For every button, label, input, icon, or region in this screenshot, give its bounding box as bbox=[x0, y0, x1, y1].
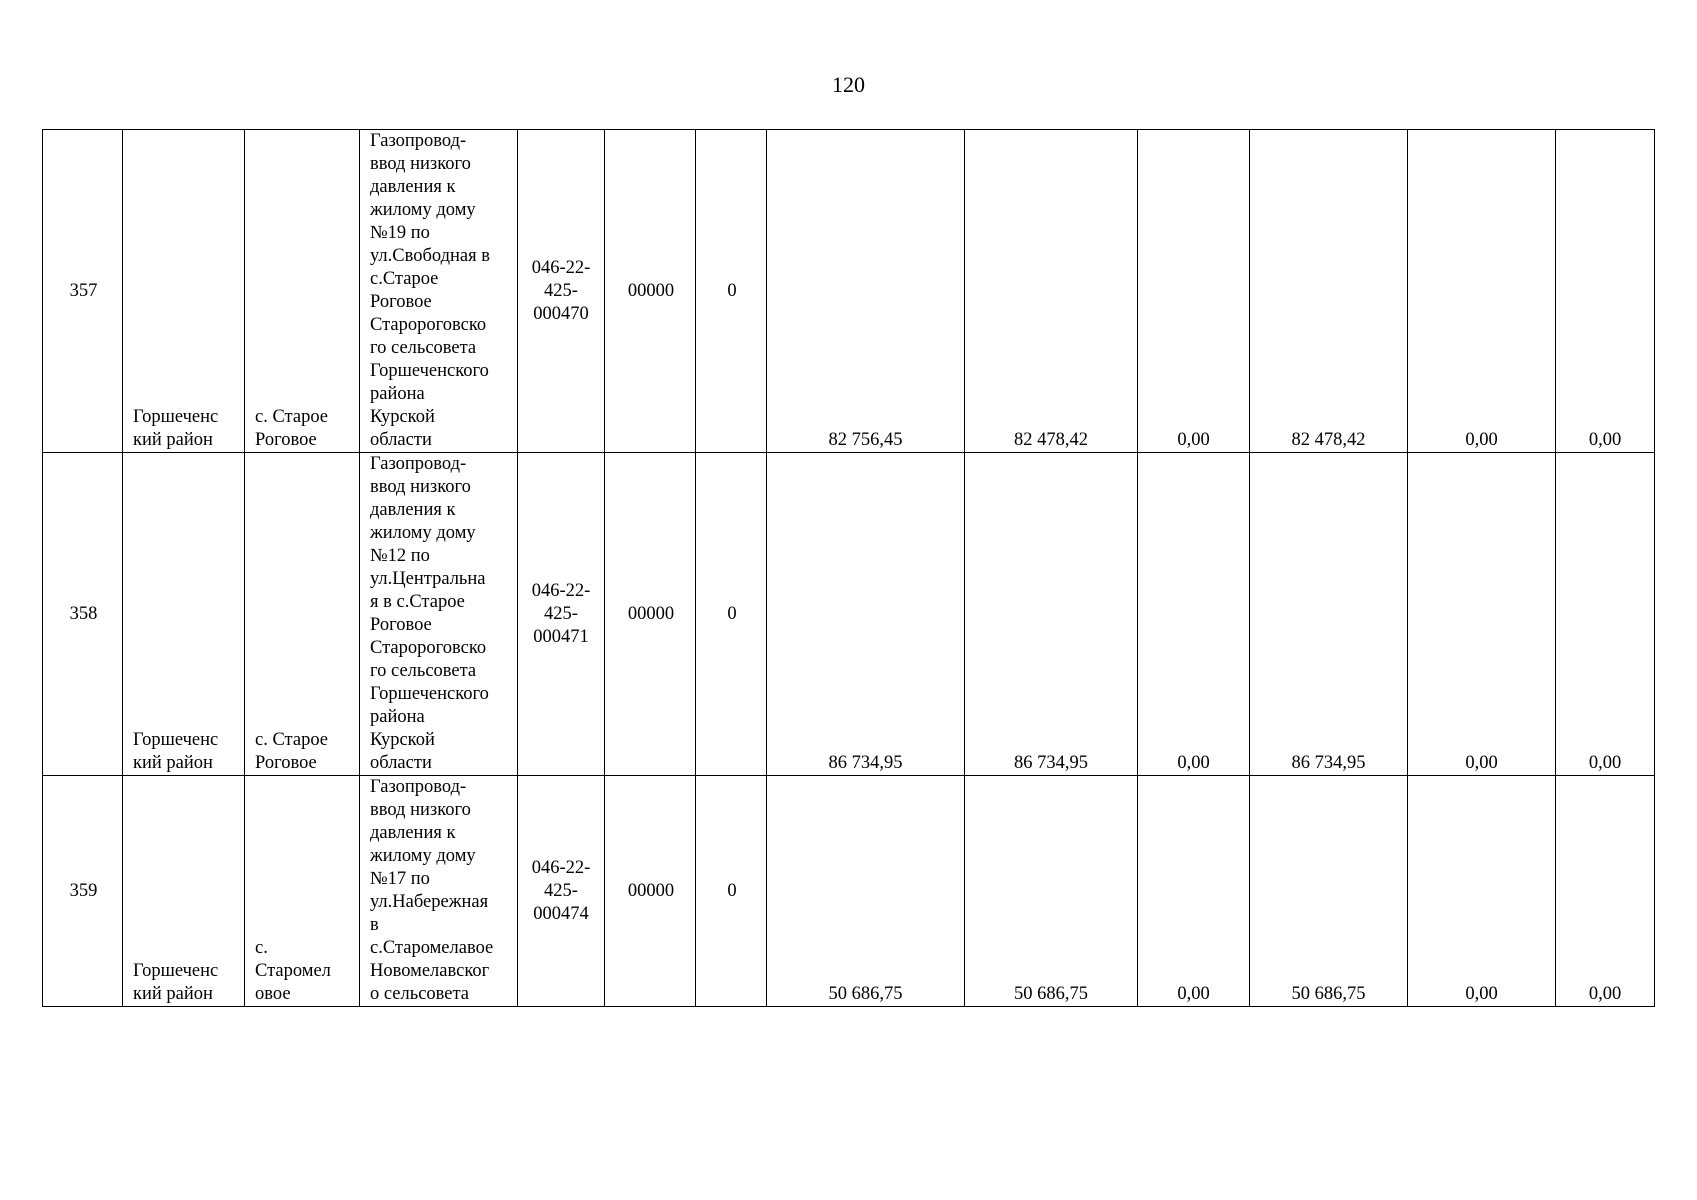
row-index-text: 359 bbox=[69, 880, 98, 901]
settlement-line: с. Старое bbox=[255, 407, 329, 427]
value-col-6: 0,00 bbox=[1588, 984, 1622, 1004]
row-index bbox=[43, 776, 123, 1007]
value-residual: 82 478,42 bbox=[1291, 430, 1366, 450]
settlement-line: Старомел bbox=[255, 961, 331, 981]
description-line: Горшеченского bbox=[370, 684, 489, 704]
table-body bbox=[43, 130, 1655, 1007]
value-total-cell bbox=[767, 130, 965, 453]
description-line: Старороговско bbox=[370, 638, 487, 658]
district-cell bbox=[123, 130, 245, 453]
description-line: с.Старомелавое bbox=[370, 938, 494, 958]
value-book: 82 478,42 bbox=[1014, 430, 1088, 450]
description-line: жилому дому bbox=[370, 846, 476, 866]
description-line: Курской bbox=[370, 407, 435, 427]
settlement-line: с. bbox=[255, 938, 268, 958]
description-line: Курской bbox=[370, 730, 435, 750]
description-cell bbox=[360, 453, 518, 776]
row-index-text: 357 bbox=[69, 280, 98, 301]
value-residual-cell bbox=[1250, 776, 1408, 1007]
settlement-cell bbox=[245, 453, 360, 776]
value-total: 50 686,75 bbox=[828, 984, 903, 1004]
value-col-5-cell bbox=[1408, 130, 1556, 453]
value-total: 86 734,95 bbox=[828, 753, 903, 773]
description-line: Газопровод- bbox=[370, 131, 467, 151]
value-total-cell bbox=[767, 453, 965, 776]
value-book: 86 734,95 bbox=[1014, 753, 1088, 773]
description-line: Новомелавског bbox=[370, 961, 490, 981]
value-col-6-cell bbox=[1556, 130, 1655, 453]
table-row bbox=[43, 453, 1655, 776]
value-residual-cell bbox=[1250, 130, 1408, 453]
cadastral-line: 000471 bbox=[533, 626, 589, 647]
description-line: района bbox=[370, 707, 425, 727]
description-line: ул.Центральна bbox=[370, 569, 486, 589]
value-col-5: 0,00 bbox=[1465, 753, 1498, 773]
description-line: Горшеченского bbox=[370, 361, 489, 381]
description-line: Газопровод- bbox=[370, 777, 467, 797]
value-wear: 0,00 bbox=[1177, 753, 1210, 773]
value-col-5: 0,00 bbox=[1465, 984, 1498, 1004]
settlement-line: овое bbox=[255, 984, 291, 1004]
cadastral-line: 046-22- bbox=[531, 857, 591, 878]
row-index bbox=[43, 130, 123, 453]
value-col-6: 0,00 bbox=[1588, 430, 1622, 450]
value-book-cell bbox=[965, 453, 1138, 776]
description-line: Роговое bbox=[370, 615, 432, 635]
description-line: Роговое bbox=[370, 292, 432, 312]
value-col-5: 0,00 bbox=[1465, 430, 1498, 450]
qty-cell bbox=[696, 776, 767, 1007]
cadastral-number-cell bbox=[518, 130, 605, 453]
description-line: №12 по bbox=[370, 546, 430, 566]
description-line: с.Старое bbox=[370, 269, 439, 289]
cadastral-line: 046-22- bbox=[531, 257, 591, 278]
description-line: Газопровод- bbox=[370, 454, 467, 474]
district-line: Горшеченс bbox=[133, 730, 219, 750]
value-book-cell bbox=[965, 130, 1138, 453]
value-wear-cell bbox=[1138, 453, 1250, 776]
value-wear-cell bbox=[1138, 130, 1250, 453]
value-total: 82 756,45 bbox=[828, 430, 903, 450]
value-total-cell bbox=[767, 776, 965, 1007]
code-cell bbox=[605, 776, 696, 1007]
code-text: 00000 bbox=[627, 280, 675, 301]
page-number: 120 bbox=[832, 72, 865, 97]
description-line: области bbox=[370, 753, 432, 773]
description-line: ул.Набережная bbox=[370, 892, 489, 912]
description-line: жилому дому bbox=[370, 200, 476, 220]
description-line: давления к bbox=[370, 177, 456, 197]
district-line: кий район bbox=[133, 753, 213, 773]
description-line: жилому дому bbox=[370, 523, 476, 543]
cadastral-number-cell bbox=[518, 776, 605, 1007]
description-cell bbox=[360, 776, 518, 1007]
description-line: района bbox=[370, 384, 425, 404]
table-row bbox=[43, 776, 1655, 1007]
description-line: №19 по bbox=[370, 223, 430, 243]
description-line: ввод низкого bbox=[370, 800, 471, 820]
district-line: Горшеченс bbox=[133, 961, 219, 981]
description-line: го сельсовета bbox=[370, 338, 477, 358]
value-col-6: 0,00 bbox=[1588, 753, 1622, 773]
description-line: в bbox=[370, 915, 379, 935]
value-book-cell bbox=[965, 776, 1138, 1007]
value-col-5-cell bbox=[1408, 776, 1556, 1007]
value-book: 50 686,75 bbox=[1014, 984, 1088, 1004]
value-residual: 86 734,95 bbox=[1291, 753, 1366, 773]
table-row bbox=[43, 130, 1655, 453]
description-line: №17 по bbox=[370, 869, 430, 889]
settlement-cell bbox=[245, 776, 360, 1007]
row-index-text: 358 bbox=[69, 603, 98, 624]
value-wear: 0,00 bbox=[1177, 984, 1210, 1004]
code-cell bbox=[605, 453, 696, 776]
value-residual: 50 686,75 bbox=[1291, 984, 1366, 1004]
value-col-5-cell bbox=[1408, 453, 1556, 776]
qty-text: 0 bbox=[727, 603, 737, 624]
cadastral-line: 046-22- bbox=[531, 580, 591, 601]
description-line: области bbox=[370, 430, 432, 450]
district-cell bbox=[123, 776, 245, 1007]
description-line: го сельсовета bbox=[370, 661, 477, 681]
description-cell bbox=[360, 130, 518, 453]
value-col-6-cell bbox=[1556, 453, 1655, 776]
description-line: Старороговско bbox=[370, 315, 487, 335]
settlement-line: с. Старое bbox=[255, 730, 329, 750]
qty-text: 0 bbox=[727, 280, 737, 301]
district-line: Горшеченс bbox=[133, 407, 219, 427]
description-line: о сельсовета bbox=[370, 984, 470, 1004]
code-text: 00000 bbox=[627, 880, 675, 901]
description-line: ул.Свободная в bbox=[370, 246, 491, 266]
qty-cell bbox=[696, 130, 767, 453]
settlement-cell bbox=[245, 130, 360, 453]
district-line: кий район bbox=[133, 430, 213, 450]
description-line: ввод низкого bbox=[370, 154, 471, 174]
value-wear: 0,00 bbox=[1177, 430, 1210, 450]
row-index bbox=[43, 453, 123, 776]
cadastral-line: 425- bbox=[544, 280, 578, 301]
cadastral-line: 425- bbox=[544, 603, 578, 624]
value-wear-cell bbox=[1138, 776, 1250, 1007]
settlement-line: Роговое bbox=[255, 430, 317, 450]
description-line: давления к bbox=[370, 500, 456, 520]
description-line: я в с.Старое bbox=[370, 592, 465, 612]
district-cell bbox=[123, 453, 245, 776]
settlement-line: Роговое bbox=[255, 753, 317, 773]
code-cell bbox=[605, 130, 696, 453]
qty-text: 0 bbox=[727, 880, 737, 901]
code-text: 00000 bbox=[627, 603, 675, 624]
qty-cell bbox=[696, 453, 767, 776]
district-line: кий район bbox=[133, 984, 213, 1004]
registry-table bbox=[42, 129, 1655, 1007]
value-residual-cell bbox=[1250, 453, 1408, 776]
description-line: ввод низкого bbox=[370, 477, 471, 497]
cadastral-line: 000474 bbox=[533, 903, 589, 924]
description-line: давления к bbox=[370, 823, 456, 843]
cadastral-line: 000470 bbox=[533, 303, 589, 324]
value-col-6-cell bbox=[1556, 776, 1655, 1007]
cadastral-number-cell bbox=[518, 453, 605, 776]
cadastral-line: 425- bbox=[544, 880, 578, 901]
